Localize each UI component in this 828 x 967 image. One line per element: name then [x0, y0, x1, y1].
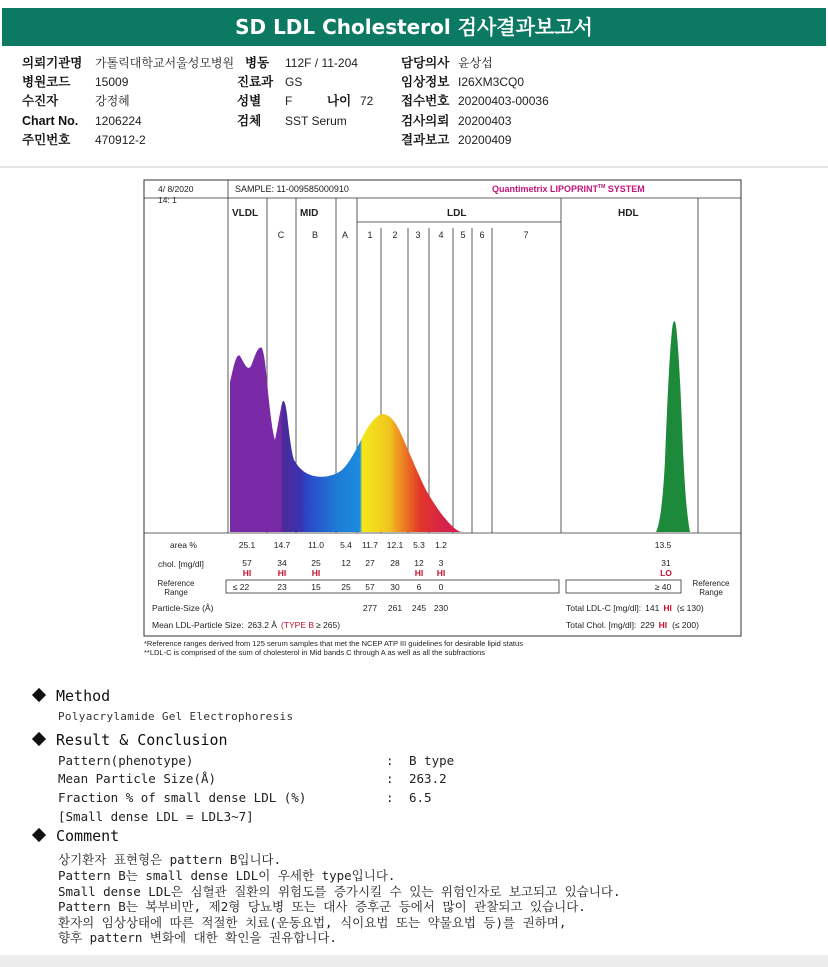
info-value-request-date: 20200403 [458, 114, 512, 128]
ref-label-line2: Range [164, 588, 188, 597]
comment-line-4: Pattern B는 복부비만, 제2형 당뇨병 또는 대사 증후군 등에서 많이 관찰되고 있습니다. [58, 899, 586, 914]
bottom-band [0, 955, 828, 967]
diamond-bullet-icon [32, 732, 46, 746]
ref-value: 57 [365, 582, 375, 592]
info-label-doctor: 담당의사 [401, 56, 450, 70]
brand-system: SYSTEM [605, 184, 645, 194]
total-ldl-value: 141 [645, 603, 660, 613]
chol-value: 12 [414, 558, 424, 568]
area-value: 5.3 [413, 540, 425, 550]
comment-line-3: Small dense LDL은 심혈관 질환의 위험도를 증가시킬 수 있는 위험인자로 보고되고 있습니다. [58, 884, 621, 899]
report-title: SD LDL Cholesterol 검사결과보고서 [2, 8, 826, 46]
info-value-hospital-code: 15009 [95, 75, 129, 89]
area-value: 1.2 [435, 540, 447, 550]
ref-value: 15 [311, 582, 321, 592]
comment-line-6: 향후 pattern 변화에 대한 확인을 권유합니다. [58, 930, 337, 945]
area-label: area % [170, 540, 197, 550]
comment-title: Comment [56, 827, 120, 845]
method-text: Polyacrylamide Gel Electrophoresis [58, 710, 294, 723]
particle-size-value: 277 [362, 603, 378, 613]
comment-heading [34, 827, 119, 845]
total-chol [566, 620, 699, 630]
sub-band-label: 3 [415, 230, 421, 240]
hdl-ref-value: ≥ 40 [654, 582, 672, 592]
total-chol-ref: (≤ 200) [672, 620, 699, 630]
area-value: 5.4 [340, 540, 352, 550]
total-ldl-flag: HI [663, 603, 672, 613]
chol-value: 12 [341, 558, 351, 568]
info-value-chart-no: 1206224 [95, 114, 142, 128]
hdl-chol-value: 31 [661, 558, 671, 568]
mean-ps-ref: ≥ 265) [316, 620, 341, 630]
particle-size-label: Particle-Size (Å) [152, 603, 214, 613]
total-ldl-ref: (≤ 130) [676, 603, 704, 613]
info-label-patient: 수진자 [22, 94, 59, 108]
chol-flag: HI [414, 568, 424, 578]
chol-label: chol. [mg/dl] [158, 559, 204, 569]
chol-flag: HI [436, 568, 446, 578]
info-value-institution: 가톨릭대학교서울성모병원 [95, 56, 235, 70]
chol-flag: HI [311, 568, 321, 578]
sub-band-label: 6 [479, 230, 485, 240]
sub-band-label: 7 [523, 230, 529, 240]
mean-ps-type: (TYPE B [280, 620, 315, 630]
area-value: 14.7 [273, 540, 291, 550]
area-value: 12.1 [386, 540, 404, 550]
group-label-vldl: VLDL [232, 208, 259, 219]
chol-value: 57 [242, 558, 252, 568]
ref-label-line1: Reference [157, 579, 195, 588]
chol-value: 27 [365, 558, 375, 568]
total-ldl-label: Total LDL-C [mg/dl]: [566, 603, 642, 613]
info-value-clinical: I26XM3CQ0 [458, 75, 525, 89]
info-label-department: 진료과 [237, 75, 274, 89]
sub-band-label: 2 [392, 230, 398, 240]
chol-value: 3 [438, 558, 444, 568]
area-value: 25.1 [238, 540, 256, 550]
particle-size-value: 230 [433, 603, 449, 613]
info-value-age: 72 [360, 94, 374, 108]
ref-value: 6 [416, 582, 422, 592]
total-chol-label: Total Chol. [mg/dl]: [566, 620, 637, 630]
info-value-resident-no: 470912-2 [95, 133, 146, 147]
info-label-report-date: 결과보고 [401, 133, 450, 147]
sub-band-label: 4 [438, 230, 444, 240]
chol-flag: HI [242, 568, 252, 578]
group-label-hdl: HDL [618, 208, 639, 219]
ref-label-right-line2: Range [699, 588, 723, 597]
diamond-bullet-icon [32, 828, 46, 842]
result-value-fraction: 6.5 [409, 790, 432, 805]
ref-value: 30 [390, 582, 400, 592]
result-label-fraction: Fraction % of small dense LDL (%) [58, 790, 307, 805]
info-value-patient: 강정혜 [95, 94, 130, 108]
result-value-pattern: B type [409, 753, 455, 768]
info-label-receipt-no: 접수번호 [401, 94, 450, 108]
method-heading [34, 687, 110, 705]
mean-ps-value: 263.2 Å [247, 620, 277, 630]
brand [492, 184, 645, 194]
ref-value: ≤ 22 [232, 582, 250, 592]
info-value-department: GS [285, 75, 303, 89]
comment-line-5: 환자의 임상상태에 따른 적절한 치료(운동요법, 식이요법 또는 약물요법 등)를 권하며, [58, 915, 567, 930]
info-label-ward: 병동 [245, 56, 270, 70]
chol-value: 28 [390, 558, 400, 568]
hdl-chol-flag: LO [660, 568, 672, 578]
info-label-clinical: 임상정보 [401, 75, 450, 89]
info-label-hospital-code: 병원코드 [22, 75, 71, 89]
chol-value: 25 [311, 558, 321, 568]
total-chol-flag: HI [658, 620, 668, 630]
result-label-pattern: Pattern(phenotype) [58, 753, 194, 768]
area-value: 11.0 [308, 540, 324, 550]
info-label-request-date: 검사의뢰 [401, 114, 450, 128]
result-label-mean-size: Mean Particle Size(Å) [58, 771, 217, 786]
comment-line-1: 상기환자 표현형은 pattern B입니다. [58, 852, 282, 867]
info-label-institution: 의뢰기관명 [22, 56, 83, 70]
group-label-mid: MID [300, 208, 319, 219]
chol-value: 34 [277, 558, 287, 568]
info-value-specimen: SST Serum [285, 114, 347, 128]
sub-band-label: A [341, 230, 349, 240]
group-label-ldl: LDL [447, 208, 467, 219]
info-label-sex: 성별 [237, 94, 262, 108]
method-title: Method [56, 687, 111, 705]
result-sep: : [386, 790, 394, 805]
brand-tm: TM [598, 184, 606, 190]
info-value-receipt-no: 20200403-00036 [458, 94, 549, 108]
chol-flag: HI [277, 568, 287, 578]
report-sub: 14: 1 [158, 195, 177, 205]
ref-value: 25 [341, 582, 351, 592]
area-value: 11.7 [362, 540, 378, 550]
info-label-resident-no: 주민번호 [22, 133, 71, 147]
total-chol-value: 229 [640, 620, 655, 630]
info-value-report-date: 20200409 [458, 133, 512, 147]
particle-size-value: 261 [387, 603, 403, 613]
result-sep: : [386, 753, 394, 768]
info-label-age: 나이 [327, 94, 352, 108]
sample-id: SAMPLE: 11-009585000910 [235, 184, 349, 194]
particle-size-value: 245 [411, 603, 427, 613]
mean-ps-label: Mean LDL-Particle Size: [152, 620, 244, 630]
ref-label-right-line1: Reference [692, 579, 730, 588]
sub-band-label: 1 [367, 230, 373, 240]
footnote-1: *Reference ranges derived from 125 serum samples that met the NCEP ATP III guidelines for desirable lipid status [144, 639, 523, 648]
info-label-chart-no: Chart No. [22, 114, 79, 128]
comment-line-2: Pattern B는 small dense LDL이 우세한 type입니다. [58, 868, 396, 883]
sub-band-label: 5 [460, 230, 466, 240]
report-date: 4/ 8/2020 [158, 184, 194, 194]
total-ldl [566, 603, 704, 613]
footnote-2: **LDL-C is comprised of the sum of cholesterol in Mid bands C through A as well as all the subfractions [144, 648, 486, 657]
info-value-ward: 112F / 11-204 [285, 56, 358, 70]
result-note: [Small dense LDL = LDL3~7] [58, 809, 254, 824]
sub-band-label: B [311, 230, 319, 240]
info-value-doctor: 윤상섭 [458, 56, 493, 70]
sub-band-label: C [277, 230, 285, 240]
hdl-area-value: 13.5 [654, 540, 672, 550]
brand-name: Quantimetrix LIPOPRINT [492, 184, 599, 194]
result-sep: : [386, 771, 394, 786]
result-value-mean-size: 263.2 [409, 771, 447, 786]
ref-value: 23 [277, 582, 287, 592]
info-label-specimen: 검체 [237, 114, 262, 128]
info-value-sex: F [285, 94, 293, 108]
ref-value: 0 [438, 582, 444, 592]
diamond-bullet-icon [32, 688, 46, 702]
result-title: Result & Conclusion [56, 731, 228, 749]
result-heading [34, 731, 228, 749]
